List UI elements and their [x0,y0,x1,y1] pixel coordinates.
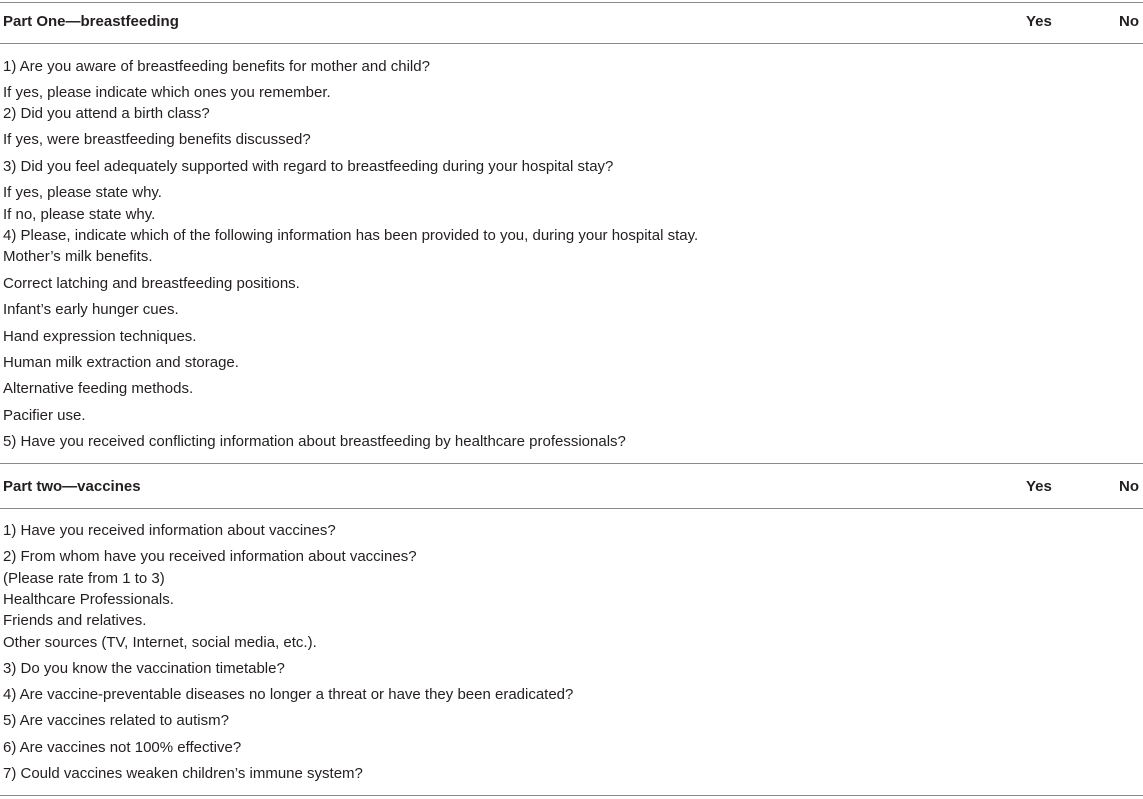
question-row [3,739,1143,757]
question-row [3,612,1143,630]
question-text: 1) Have you received information about vaccines? [3,522,336,539]
question-row [3,686,1143,704]
question-row [3,275,1143,293]
question-row [3,570,1143,588]
question-text: Mother’s milk benefits. [3,248,153,265]
question-text: If yes, please state why. [3,184,162,201]
part-two-yes-header: Yes [1026,478,1052,495]
question-row [3,206,1143,224]
table-bottom-rule [0,795,1143,796]
part-two-header-rule [0,508,1143,509]
question-text: 2) Did you attend a birth class? [3,105,210,122]
question-text: If yes, please indicate which ones you remember. [3,84,331,101]
question-row [3,548,1143,566]
question-row [3,105,1143,123]
question-row [3,660,1143,678]
part-two-header-row [3,478,1143,496]
question-row [3,58,1143,76]
part-one-title: Part One—breastfeeding [3,13,179,30]
question-text: Healthcare Professionals. [3,591,174,608]
question-text: 3) Do you know the vaccination timetable? [3,660,285,677]
question-text: Other sources (TV, Internet, social media, etc.). [3,634,317,651]
table-top-rule [0,2,1143,3]
question-row [3,184,1143,202]
question-text: Hand expression techniques. [3,328,197,345]
question-text: (Please rate from 1 to 3) [3,570,165,587]
question-text: If yes, were breastfeeding benefits discussed? [3,131,311,148]
question-row [3,712,1143,730]
question-row [3,522,1143,540]
question-row [3,407,1143,425]
question-text: Friends and relatives. [3,612,147,629]
question-row [3,328,1143,346]
question-text: 3) Did you feel adequately supported with regard to breastfeeding during your hospital stay? [3,158,614,175]
question-text: Infant’s early hunger cues. [3,301,179,318]
question-text: 7) Could vaccines weaken children’s immune system? [3,765,363,782]
question-row [3,380,1143,398]
part-two-title: Part two—vaccines [3,478,141,495]
question-row [3,158,1143,176]
question-text: 4) Please, indicate which of the following information has been provided to you, during your hospital stay. [3,227,699,244]
part-one-no-header: No [1119,13,1139,30]
question-row [3,84,1143,102]
question-text: 1) Are you aware of breastfeeding benefits for mother and child? [3,58,430,75]
question-text: Correct latching and breastfeeding positions. [3,275,300,292]
question-row [3,248,1143,266]
question-text: 5) Are vaccines related to autism? [3,712,229,729]
part-two-no-header: No [1119,478,1139,495]
question-row [3,227,1143,245]
question-text: 6) Are vaccines not 100% effective? [3,739,242,756]
question-row [3,591,1143,609]
question-row [3,354,1143,372]
part-one-header-row [3,13,1143,31]
question-row [3,765,1143,783]
question-text: Alternative feeding methods. [3,380,194,397]
question-text: 5) Have you received conflicting information about breastfeeding by healthcare professionals? [3,433,626,450]
question-text: Pacifier use. [3,407,86,424]
part-one-yes-header: Yes [1026,13,1052,30]
part-two-top-rule [0,463,1143,464]
question-row [3,301,1143,319]
question-text: 2) From whom have you received information about vaccines? [3,548,417,565]
question-row [3,634,1143,652]
question-text: Human milk extraction and storage. [3,354,239,371]
question-row [3,433,1143,451]
question-text: 4) Are vaccine-preventable diseases no longer a threat or have they been eradicated? [3,686,574,703]
part-one-header-rule [0,43,1143,44]
question-row [3,131,1143,149]
question-text: If no, please state why. [3,206,156,223]
